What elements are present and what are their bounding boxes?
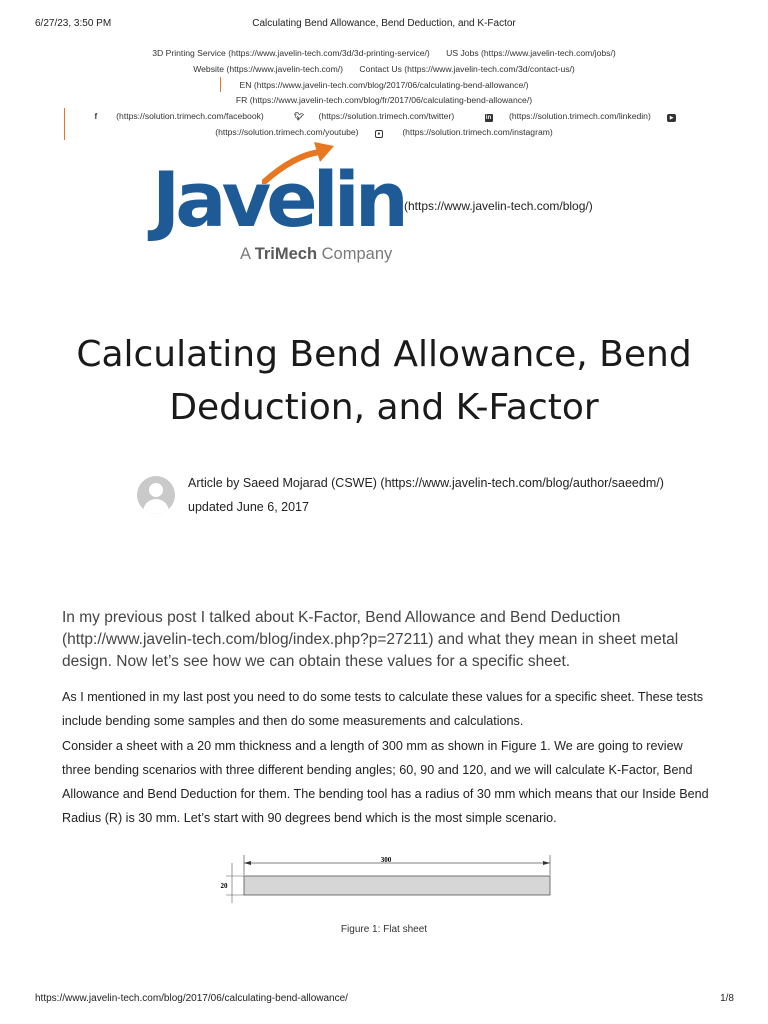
linkedin-link[interactable] [478,111,684,121]
facebook-icon: f [94,112,98,121]
figure-flat-sheet [218,855,558,905]
nav-link-contact-us[interactable]: Contact Us (https://www.javelin-tech.com/3d/contact-us/) [359,64,575,74]
youtube-icon: ▶ [667,114,676,122]
flat-sheet-body [244,876,550,895]
print-page-number: 1/8 [720,993,734,1004]
page-title [40,328,728,434]
linkedin-icon: in [485,115,492,121]
avatar [137,476,175,514]
lang-en-label: EN (https://www.javelin-tech.com/blog/2017/06/calculating-bend-allowance/) [239,80,529,90]
paragraph-1: As I mentioned in my last post you need to do some tests to calculate these values for a specific sheet. These tests include bending some samples and then do some measurements and calculations. [62,690,703,728]
instagram-icon: ● [375,130,383,138]
page-title-line-2: Deduction, and K-Factor [169,387,599,428]
youtube-label: (https://solution.trimech.com/youtube) [215,127,359,137]
topnav-row-1 [0,48,768,58]
linkedin-label: (https://solution.trimech.com/linkedin) [508,111,651,121]
logo-wordmark[interactable]: Javelin [152,155,404,244]
length-label: 300 [380,856,392,864]
logo-tagline-suffix: Company [317,245,393,263]
instagram-link[interactable] [395,127,559,137]
twitter-icon: 🐦︎ [294,112,305,121]
social-row-1 [0,111,768,122]
print-footer-url: https://www.javelin-tech.com/blog/2017/06/calculating-bend-allowance/ [35,993,348,1004]
topnav-row-2 [0,64,768,74]
figure-caption: Figure 1: Flat sheet [340,924,428,935]
lang-en-link[interactable] [0,80,768,90]
page-title-line-1: Calculating Bend Allowance, Bend [76,334,692,375]
twitter-label: (https://solution.trimech.com/twitter) [318,111,455,121]
lang-fr-link[interactable] [0,95,768,105]
logo-tagline-prefix: A [240,245,255,263]
byline [188,471,664,519]
avatar-head [149,483,163,497]
arrow-left-icon [244,861,251,865]
author-link[interactable]: Article by Saeed Mojarad (CSWE) (https://www.javelin-tech.com/blog/author/saeedm/) [188,476,664,490]
arrow-right-icon [543,861,550,865]
youtube-link[interactable] [208,127,390,137]
paragraph-2: Consider a sheet with a 20 mm thickness and a length of 300 mm as shown in Figure 1. We are going to review three bending scenarios with three different bending angles; 60, 90 and 120, and we will calculate K-Factor, Bend Allowance and Bend Deduction for them. The bending tool has a radius of 30 mm which means that our Inside Bend Radius (R) is 30 mm. Let’s start with 90 degrees bend which is the most simple scenario. [62,739,709,825]
logo-tagline [240,245,392,264]
print-header [0,18,768,30]
lang-fr-label: FR (https://www.javelin-tech.com/blog/fr/2017/06/calculating-bend-allowance/) [235,95,533,105]
nav-link-website[interactable]: Website (https://www.javelin-tech.com/) [193,64,343,74]
nav-link-3d-printing[interactable]: 3D Printing Service (https://www.javelin-tech.com/3d/3d-printing-service/) [152,48,430,58]
thickness-label: 20 [220,882,228,890]
social-row-2 [0,127,768,138]
avatar-body [143,499,169,514]
twitter-link[interactable] [287,111,461,121]
updated-date: updated June 6, 2017 [188,500,309,514]
facebook-link[interactable] [85,111,271,121]
facebook-label: (https://solution.trimech.com/facebook) [116,111,264,121]
logo-link[interactable]: (https://www.javelin-tech.com/blog/) [404,199,593,213]
print-title: Calculating Bend Allowance, Bend Deduction, and K-Factor [252,18,516,29]
logo-tagline-brand: TriMech [254,245,318,263]
nav-link-us-jobs[interactable]: US Jobs (https://www.javelin-tech.com/jobs/) [446,48,616,58]
instagram-label: (https://solution.trimech.com/instagram) [402,127,553,137]
print-datetime: 6/27/23, 3:50 PM [35,18,112,29]
lead-paragraph: In my previous post I talked about K-Factor, Bend Allowance and Bend Deduction (http://www.javelin-tech.com/blog/index.php?p=27211) and what they mean in sheet metal design. Now let’s see how we can obtain these values for a specific sheet. [62,609,679,670]
